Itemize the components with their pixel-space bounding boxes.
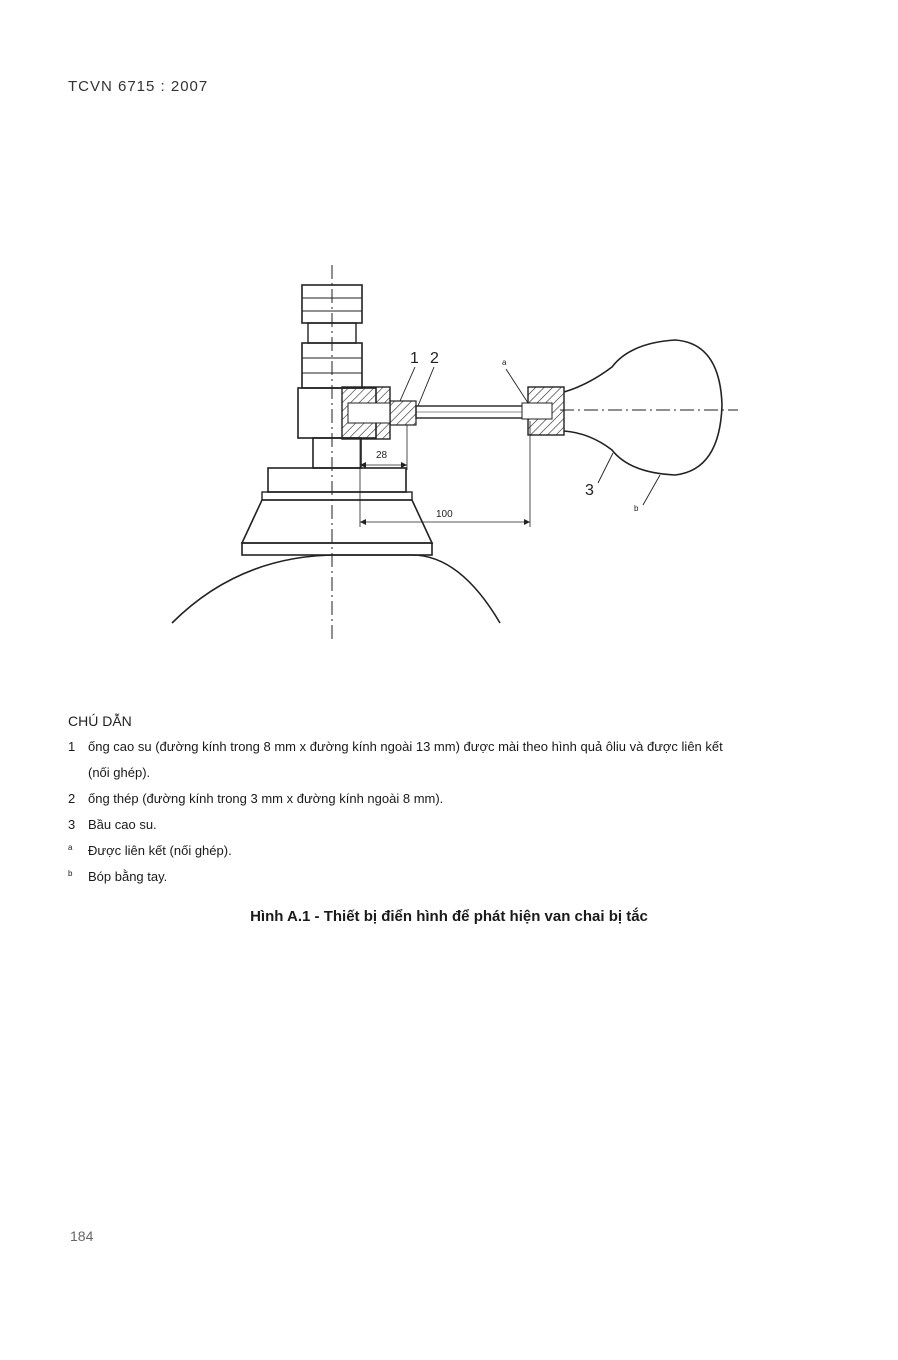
legend-item: [68, 790, 868, 808]
cylinder-dome: [172, 555, 500, 623]
figure-caption: Hình A.1 - Thiết bị điển hình để phát hiện van chai bị tắc: [250, 908, 648, 925]
valve-test-figure: [150, 255, 750, 655]
valve-stem: [313, 438, 361, 468]
callout-1: 1: [410, 350, 419, 367]
legend-key: 1: [68, 739, 76, 754]
legend-text: (nối ghép).: [88, 765, 151, 780]
legend-item: [68, 868, 868, 886]
legend-key: 2: [68, 791, 76, 806]
legend-key: 3: [68, 817, 76, 832]
cylinder-shoulder: [242, 500, 432, 543]
page-number: 184: [70, 1228, 94, 1244]
legend-item: [68, 816, 868, 834]
legend-text: ống cao su (đường kính trong 8 mm x đường kính ngoài 13 mm) được mài theo hình quả ôliu và được liên kết: [88, 739, 723, 754]
callout-3: 3: [585, 482, 594, 499]
standard-header: TCVN 6715 : 2007: [68, 78, 209, 95]
dimension-28: 28: [376, 450, 388, 461]
cylinder-neck-ring: [242, 543, 432, 555]
rubber-tube-1: [390, 401, 416, 425]
dimension-100: 100: [436, 509, 453, 520]
note-a: a: [502, 358, 507, 367]
figure-drawing: [150, 255, 750, 655]
note-b: b: [634, 504, 639, 513]
legend-key: a: [68, 843, 73, 852]
legend-item: [68, 842, 868, 860]
legend-title: CHÚ DẪN: [68, 713, 132, 729]
legend-text: Được liên kết (nối ghép).: [88, 843, 232, 858]
legend-item-continuation: [68, 764, 868, 782]
rubber-bulb-3: [564, 340, 722, 475]
callout-2: 2: [430, 350, 439, 367]
legend-list: [68, 738, 868, 894]
legend-item: [68, 738, 868, 756]
legend-text: ống thép (đường kính trong 3 mm x đường kính ngoài 8 mm).: [88, 791, 444, 806]
legend-text: Bóp bằng tay.: [88, 869, 168, 884]
neck-top: [268, 468, 406, 492]
legend-text: Bầu cao su.: [88, 817, 157, 832]
legend-key: b: [68, 869, 73, 878]
neck-collar: [262, 492, 412, 500]
